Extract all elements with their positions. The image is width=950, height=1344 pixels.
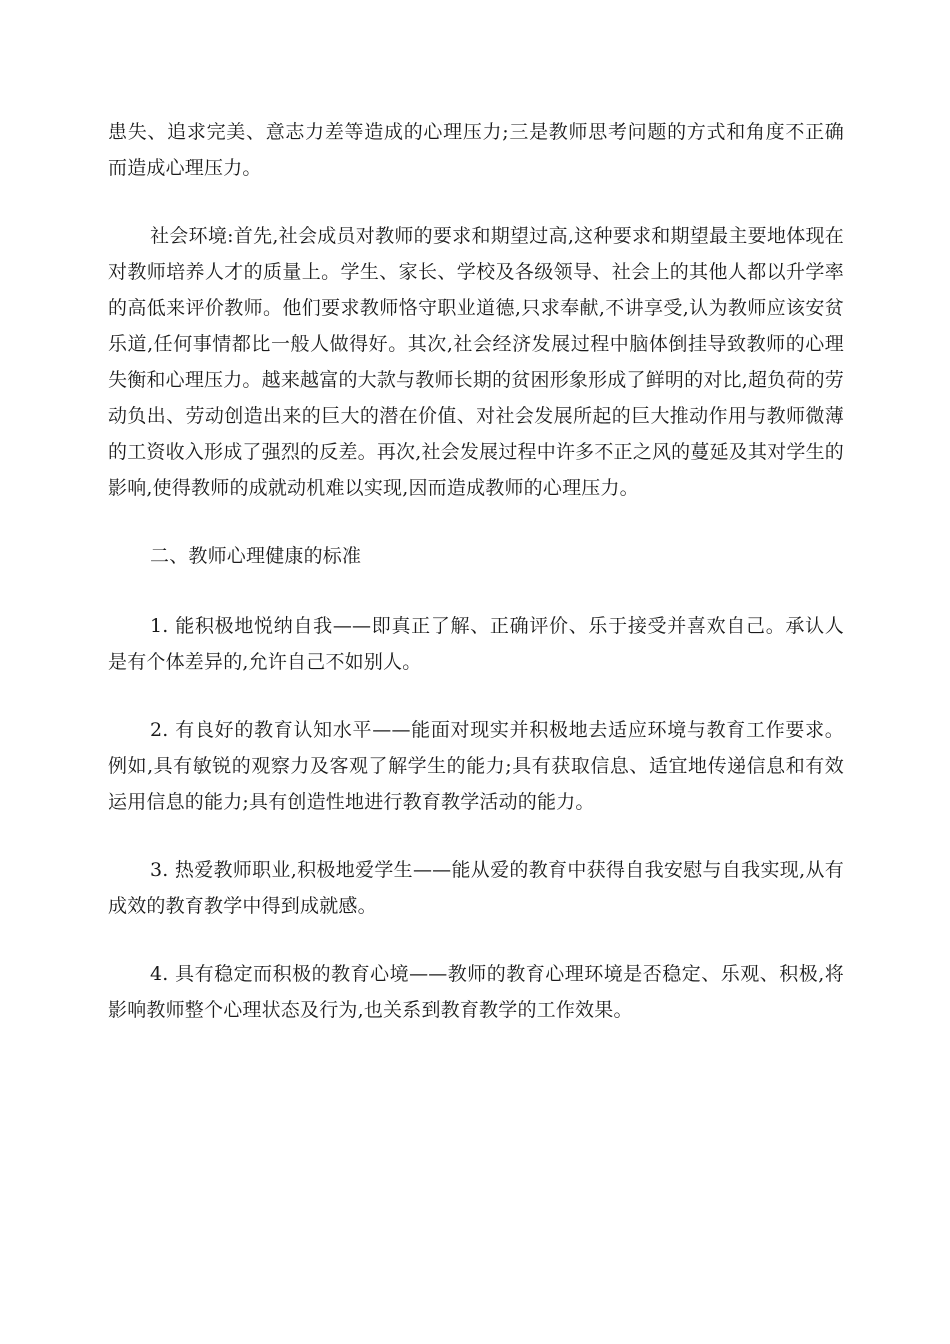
document-page xyxy=(108,114,844,1028)
paragraph-social-environment: 社会环境:首先,社会成员对教师的要求和期望过高,这种要求和期望最主要地体现在对教师培养人才的质量上。学生、家长、学校及各级领导、社会上的其他人都以升学率的高低来评价教师。他们要求教师恪守职业道德,只求奉献,不讲享受,认为教师应该安贫乐道,任何事情都比一般人做得好。其次,社会经济发展过程中脑体倒挂导致教师的心理失衡和心理压力。越来越富的大款与教师长期的贫困形象形成了鲜明的对比,超负荷的劳动负出、劳动创造出来的巨大的潜在价值、对社会发展所起的巨大推动作用与教师微薄的工资收入形成了强烈的反差。再次,社会发展过程中许多不正之风的蔓延及其对学生的影响,使得教师的成就动机难以实现,因而造成教师的心理压力。 xyxy=(108,225,844,499)
list-item-4: 4. 具有稳定而积极的教育心境——教师的教育心理环境是否稳定、乐观、积极,将影响教师整个心理状态及行为,也关系到教育教学的工作效果。 xyxy=(108,963,844,1021)
paragraph-continuation: 患失、追求完美、意志力差等造成的心理压力;三是教师思考问题的方式和角度不正确而造成心理压力。 xyxy=(108,121,844,179)
list-item-2: 2. 有良好的教育认知水平——能面对现实并积极地去适应环境与教育工作要求。例如,具有敏锐的观察力及客观了解学生的能力;具有获取信息、适宜地传递信息和有效运用信息的能力;具有创造性地进行教育教学活动的能力。 xyxy=(108,719,844,813)
section-heading: 二、教师心理健康的标准 xyxy=(150,545,362,567)
list-item-3: 3. 热爱教师职业,积极地爱学生——能从爱的教育中获得自我安慰与自我实现,从有成效的教育教学中得到成就感。 xyxy=(108,859,844,917)
list-item-1: 1. 能积极地悦纳自我——即真正了解、正确评价、乐于接受并喜欢自己。承认人是有个体差异的,允许自己不如别人。 xyxy=(108,615,844,673)
